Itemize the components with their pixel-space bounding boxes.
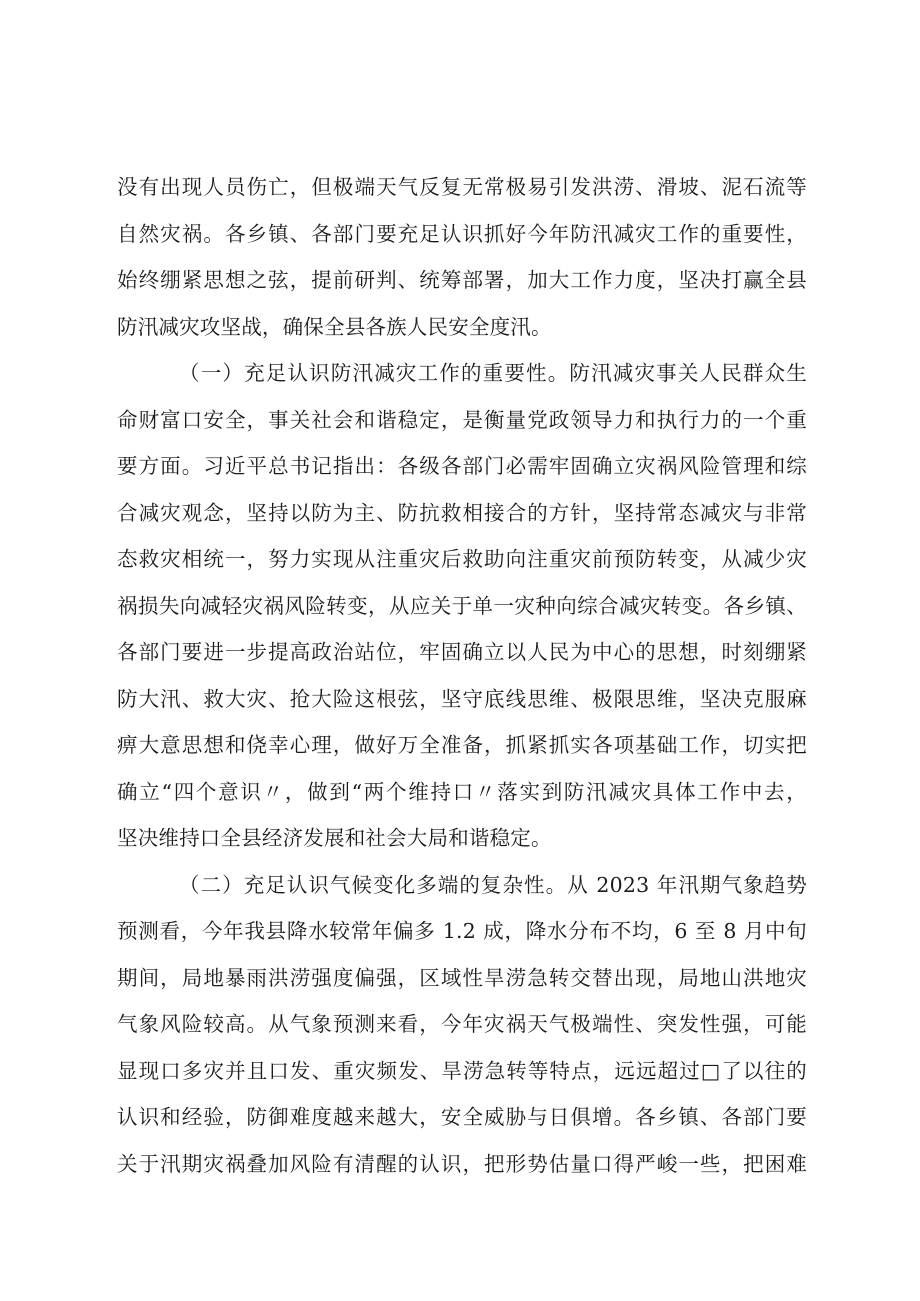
- text-line: 态救灾相统一，努力实现从注重灾后救助向注重灾前预防转变，从减少灾: [117, 547, 807, 571]
- text-line: 关于汛期灾祸叠加风险有清醒的认识，把形势估量口得严峻一些，把困难: [117, 1151, 807, 1176]
- text-line: 认识和经验，防御难度越来越大，安全威胁与日俱增。各乡镇、各部门要: [117, 1105, 807, 1129]
- text-line: 命财富口安全，事关社会和谐稳定，是衡量党政领导力和执行力的一个重: [117, 407, 807, 432]
- text-line: 痹大意思想和侥幸心理，做好万全准备，抓紧抓实各项基础工作，切实把: [117, 733, 807, 757]
- text-line: 气象风险较高。从气象预测来看，今年灾祸天气极端性、突发性强，可能: [117, 1012, 807, 1036]
- text-line: 防汛减灾攻坚战，确保全县各族人民安全度汛。: [117, 314, 552, 339]
- section-heading-line: （一）充足认识防汛减灾工作的重要性。防汛减灾事关人民群众生: [179, 361, 807, 385]
- text-line: 合减灾观念，坚持以防为主、防抗救相接合的方针，坚持常态减灾与非常: [117, 500, 807, 525]
- text-line: 祸损失向减轻灾祸风险转变，从应关于单一灾种向综合减灾转变。各乡镇、: [117, 593, 807, 618]
- text-line: 预测看，今年我县降水较常年偏多 1.2 成，降水分布不均，6 至 8 月中旬: [117, 919, 807, 943]
- body-text: [117, 164, 807, 1187]
- text-line: 没有出现人员伤亡，但极端天气反复无常极易引发洪涝、滑坡、泥石流等: [117, 175, 807, 199]
- text-line: 显现口多灾并且口发、重灾频发、旱涝急转等特点，远远超过□了以往的: [117, 1058, 807, 1083]
- text-line: 坚决维持口全县经济发展和社会大局和谐稳定。: [117, 826, 552, 850]
- text-line: 期间，局地暴雨洪涝强度偏强，区域性旱涝急转交替出现，局地山洪地灾: [117, 965, 807, 990]
- text-line: 要方面。习近平总书记指出：各级各部门必需牢固确立灾祸风险管理和综: [117, 454, 807, 478]
- text-line: 防大汛、救大灾、抢大险这根弦，坚守底线思维、极限思维，坚决克服麻: [117, 686, 807, 711]
- text-line: 确立“四个意识〃，做到“两个维持口〃落实到防汛减灾具体工作中去，: [117, 779, 807, 804]
- section-heading-line: （二）充足认识气候变化多端的复杂性。从 2023 年汛期气象趋势: [179, 872, 807, 897]
- text-line: 自然灾祸。各乡镇、各部门要充足认识抓好今年防汛减灾工作的重要性，: [117, 221, 807, 246]
- text-line: 各部门要进一步提高政治站位，牢固确立以人民为中心的思想，时刻绷紧: [117, 640, 807, 664]
- text-line: 始终绷紧思想之弦，提前研判、统筹部署，加大工作力度，坚决打赢全县: [117, 268, 807, 292]
